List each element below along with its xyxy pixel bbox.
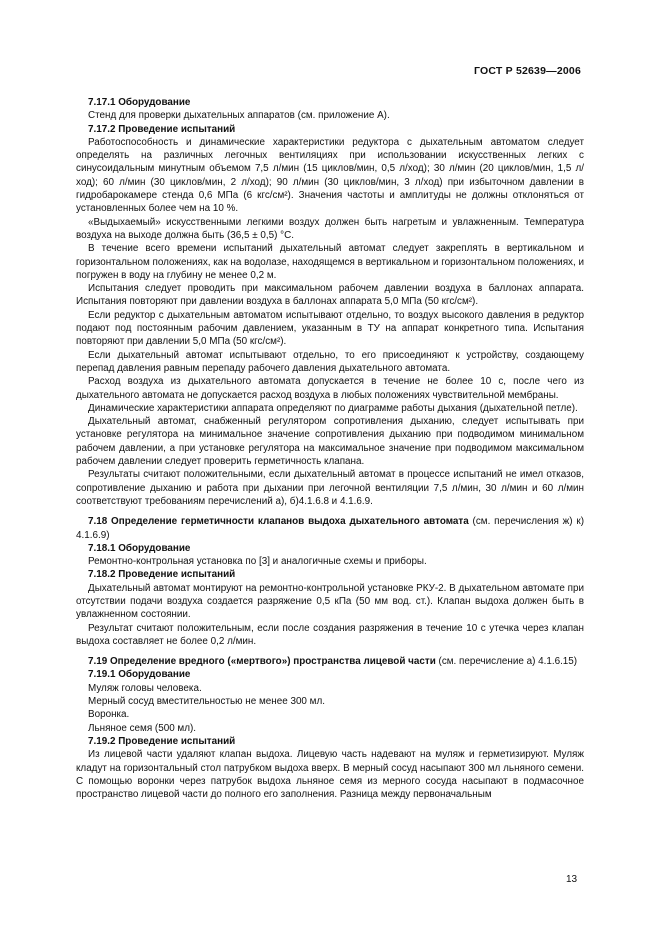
subsection-heading: 7.17.1 Оборудование	[88, 97, 191, 108]
subsection-heading: 7.18.2 Проведение испытаний	[88, 569, 236, 581]
list-line: Льняное семя (500 мл).	[88, 722, 197, 734]
list-line: Воронка.	[88, 709, 130, 721]
section-heading	[76, 515, 584, 542]
subsection-heading: 7.19.1 Оборудование	[88, 669, 191, 681]
standard-header: ГОСТ Р 52639—2006	[473, 65, 581, 77]
section-heading	[76, 655, 584, 668]
section-heading-reference: (см. перечисление а) 4.1.6.15)	[435, 656, 578, 668]
page-number: 13	[566, 874, 578, 885]
paragraph: Работоспособность и динамические характеристики редуктора с дыхательным автоматом следует определять на различных легочных вентиляциях при использовании искусственных легких с синусоидальным минутным объемом 7,5 л/мин (15 циклов/мин, 0,5 л/ход); 30 л/мин (20 циклов/мин, 1,5 л/ход); 60 л/мин (30 циклов/мин, 2 л/ход); 90 л/мин (30 циклов/мин, 3 л/ход) при избыточном давлении в гидробарокамере стенда 0,6 МПа (6 кгс/см²). Значения частоты и амплитуды не должны отклоняться от установленных более чем на 10 %.	[76, 136, 584, 215]
paragraph: Испытания следует проводить при максимальном рабочем давлении воздуха в баллонах аппарата. Испытания повторяют при давлении воздуха в баллонах аппарата 5,0 МПа (50 кгс/см²).	[76, 283, 584, 308]
list-line: Мерный сосуд вместительностью не менее 300 мл.	[88, 696, 325, 708]
list-line: Муляж головы человека.	[88, 682, 202, 694]
paragraph: Динамические характеристики аппарата определяют по диаграмме работы дыхания (дыхательной петле).	[88, 402, 578, 414]
paragraph: Если редуктор с дыхательным автоматом испытывают отдельно, то воздух высокого давления в редуктор подают под постоянным рабочим давлением, указанным в ТУ на аппарат конкретного типа. Испытания повторяют при давлении 5,0 МПа (50 кгс/см²).	[76, 309, 584, 348]
paragraph: Результаты считают положительными, если дыхательный автомат в процессе испытаний не имел отказов, сопротивление дыханию и работа при дыхании при легочной вентиляции 7,5 л/мин, 30 л/мин и 60 л/мин соответствуют требованиям перечислений а), б)4.1.6.8 и 4.1.6.9.	[76, 469, 584, 507]
paragraph: Дыхательный автомат монтируют на ремонтно-контрольной установке РКУ-2. В дыхательном автомате при отсутствии подачи воздуха создается разряжение 0,5 кПа (50 мм вод. ст.). Клапан выдоха должен быть в увлажненном состоянии.	[76, 582, 584, 621]
section-heading-title: 7.19 Определение вредного («мертвого») пространства лицевой части	[88, 656, 436, 668]
subsection-heading: 7.18.1 Оборудование	[88, 542, 191, 554]
list-line: Стенд для проверки дыхательных аппаратов (см. приложение А).	[88, 110, 390, 122]
section-heading-reference: (см. перечисления ж) к) 4.1.6.9)	[76, 516, 584, 541]
paragraph: Дыхательный автомат, снабженный регулятором сопротивления дыханию, следует испытывать при установке регулятора на минимальное значение сопротивления дыханию при подводимом минимальном рабочем давлении, а при установке регулятора на максимальное значение при подводимом максимальном рабочем давлении следует проверить герметичность клапана.	[76, 416, 584, 468]
paragraph: Если дыхательный автомат испытывают отдельно, то его присоединяют к устройству, создающему перепад давления равным перепаду рабочего давления дыхательного автомата.	[76, 349, 584, 374]
section-heading-title: 7.18 Определение герметичности клапанов выдоха дыхательного автомата	[88, 516, 469, 528]
subsection-heading: 7.19.2 Проведение испытаний	[88, 735, 236, 747]
page-body	[76, 96, 584, 801]
paragraph: Результат считают положительным, если после создания разряжения в течение 10 с утечка через клапан выдоха составляет не более 0,2 л/мин.	[76, 622, 584, 647]
list-line: Ремонтно-контрольная установка по [3] и аналогичные схемы и приборы.	[88, 556, 427, 568]
paragraph: В течение всего времени испытаний дыхательный автомат следует закреплять в вертикальном и горизонтальном положениях, как на водолазе, находящемся в вертикальном и горизонтальном положениях, и погружен в воду на глубину не менее 0,2 м.	[76, 243, 584, 281]
paragraph: Из лицевой части удаляют клапан выдоха. Лицевую часть надевают на муляж и герметизируют. Муляж кладут на горизонтальный стол патрубком выдоха вверх. В мерный сосуд насыпают 300 мл льняного семени. С помощью воронки через патрубок выдоха льняное семя из мерного сосуда насыпают в подмасочное пространство лицевой части до полного его заполнения. Разница между первоначальным	[76, 749, 584, 801]
subsection-heading: 7.17.2 Проведение испытаний	[88, 123, 236, 135]
paragraph: «Выдыхаемый» искусственными легкими воздух должен быть нагретым и увлажненным. Температура воздуха на выходе должна быть (36,5 ± 0,5) °С.	[76, 216, 584, 241]
paragraph: Расход воздуха из дыхательного автомата допускается в течение не более 10 с, после чего из дыхательного автомата не допускается расход воздуха в любых положениях чувствительной мембраны.	[76, 376, 584, 401]
